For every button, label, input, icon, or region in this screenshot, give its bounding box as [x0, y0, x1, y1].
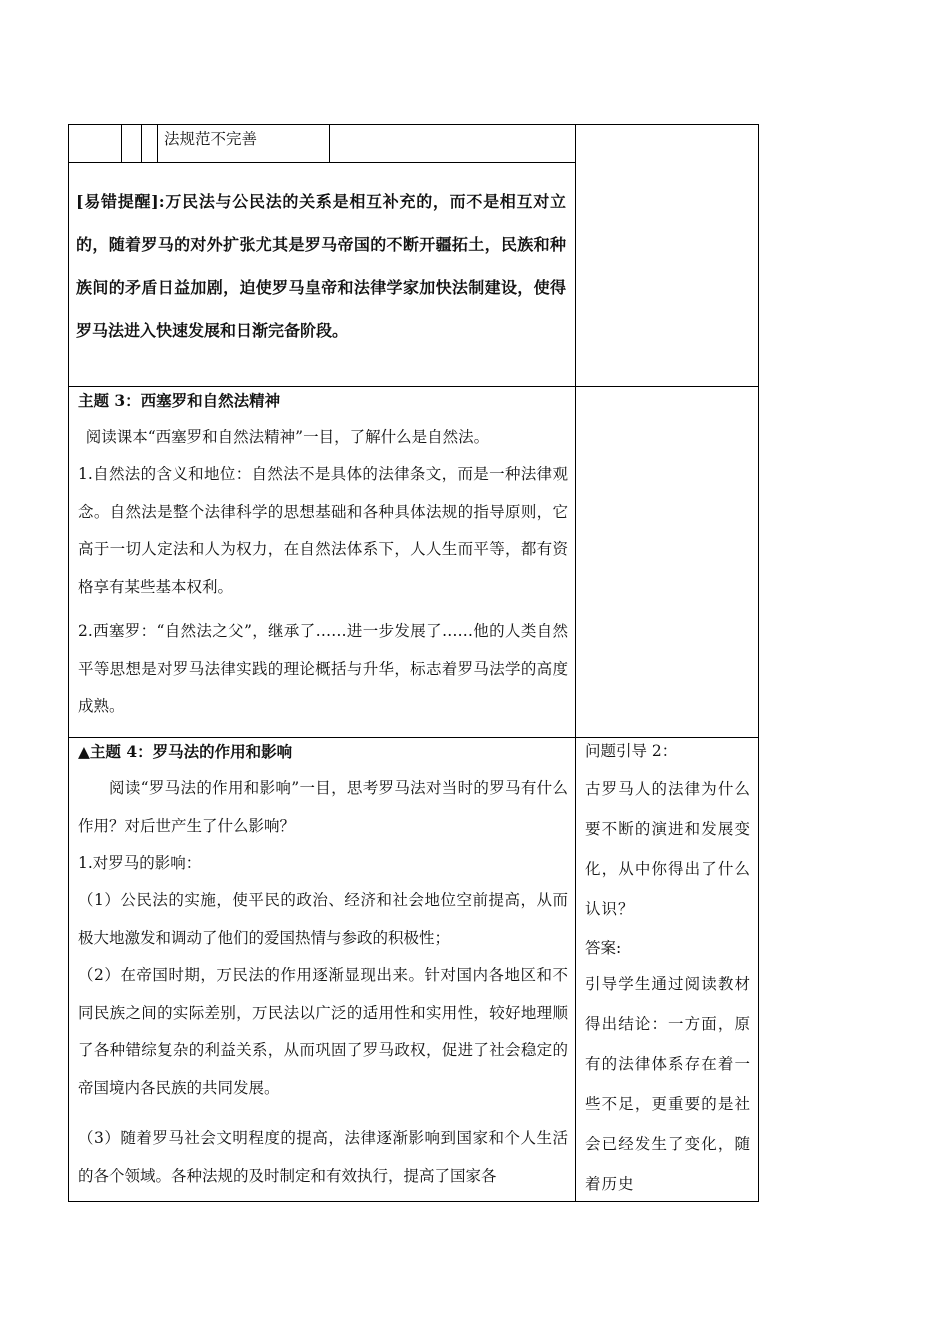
inner-table-bottom-line: [68, 162, 576, 163]
inner-col-line-2: [141, 124, 142, 163]
side-guide-label: 问题引导 2：: [585, 742, 678, 760]
side-guide-question: 古罗马人的法律为什么要不断的演进和发展变化，从中你得出了什么认识？: [585, 780, 751, 918]
warning-label: [易错提醒]: [76, 192, 159, 211]
topic4-paragraph-3: （3）随着罗马社会文明程度的提高，法律逐渐影响到国家和个人生活的各个领域。各种法规的及时制定和有效执行，提高了国家各: [78, 1129, 568, 1185]
warning-block: [76, 180, 566, 352]
side-answer-label: 答案:: [585, 939, 622, 957]
warning-text: :万民法与公民法的关系是相互补充的，而不是相互对立的，随着罗马的对外扩张尤其是罗马帝国的不断开疆拓土，民族和种族间的矛盾日益加剧，迫使罗马皇帝和法律学家加快法制建设，使得罗马法进入快速发展和日渐完备阶段。: [76, 192, 566, 340]
topic4-title: ▲主题 4：罗马法的作用和影响: [78, 742, 293, 761]
topic3-title: 主题 3：西塞罗和自然法精神: [78, 391, 281, 410]
topic3-paragraph-1: 1.自然法的含义和地位：自然法不是具体的法律条文，而是一种法律观念。自然法是整个法律科学的思想基础和各种具体法规的指导原则，它高于一切人定法和人为权力，在自然法体系下，人人生而平等，都有资格享有某些基本权利。: [78, 465, 568, 596]
topic4-subheading: 1.对罗马的影响：: [78, 854, 202, 872]
topic3-intro: 阅读课本“西塞罗和自然法精神”一目，了解什么是自然法。: [85, 428, 490, 446]
topic4-paragraph-2: （2）在帝国时期，万民法的作用逐渐显现出来。针对国内各地区和不同民族之间的实际差别，万民法以广泛的适用性和实用性，较好地理顺了各种错综复杂的利益关系，从而巩固了罗马政权，促进了社会稳定的帝国境内各民族的共同发展。: [78, 966, 568, 1097]
topic4-intro: 阅读“罗马法的作用和影响”一目，思考罗马法对当时的罗马有什么作用？对后世产生了什么影响？: [78, 779, 568, 835]
topic3-paragraph-2: 2.西塞罗：“自然法之父”，继承了……进一步发展了……他的人类自然平等思想是对罗马法律实践的理论概括与升华，标志着罗马法学的高度成熟。: [78, 622, 568, 715]
side-answer-text: 引导学生通过阅读教材得出结论：一方面，原有的法律体系存在着一些不足，更重要的是社会已经发生了变化，随着历史: [585, 975, 751, 1193]
inner-col-line-1: [121, 124, 122, 163]
inner-col-line-4: [329, 124, 330, 163]
right-column-divider: [575, 124, 576, 1202]
inner-table-cell-text: 法规范不完善: [164, 130, 258, 148]
inner-col-line-3: [157, 124, 158, 163]
topic4-paragraph-1: （1）公民法的实施，使平民的政治、经济和社会地位空前提高，从而极大地激发和调动了他们的爱国热情与参政的积极性；: [78, 891, 568, 947]
